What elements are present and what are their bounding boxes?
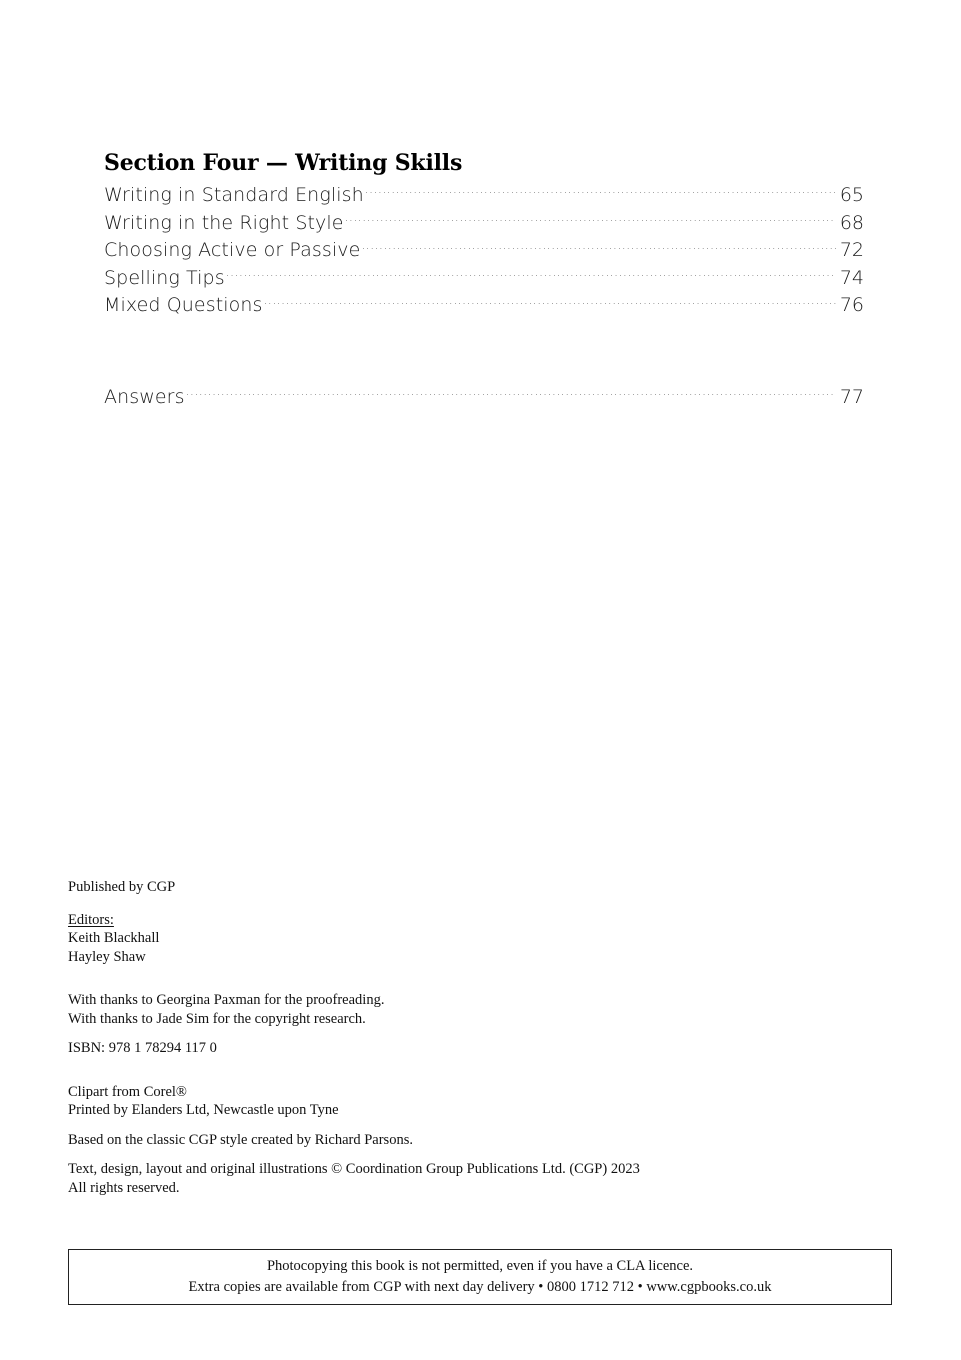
list-item[interactable] bbox=[104, 265, 864, 293]
toc-entry-label: Answers bbox=[104, 386, 185, 408]
published-by: Published by CGP bbox=[68, 879, 176, 895]
list-item[interactable] bbox=[104, 292, 864, 320]
notice-line-1: Photocopying this book is not permitted, even if you have a CLA licence. bbox=[266, 1257, 694, 1274]
thanks-line: With thanks to Jade Sim for the copyright research. bbox=[68, 1010, 366, 1027]
toc-entry-label: Choosing Active or Passive bbox=[104, 239, 361, 262]
editors-heading: Editors: bbox=[68, 911, 114, 928]
toc-leader-dots bbox=[186, 384, 836, 403]
toc-entry-label: Writing in Standard English bbox=[104, 184, 364, 206]
toc-leader-dots bbox=[365, 182, 836, 201]
thanks-line: With thanks to Georgina Paxman for the proofreading. bbox=[68, 992, 385, 1009]
list-item[interactable] bbox=[104, 182, 864, 210]
toc-leader-dots bbox=[226, 265, 836, 284]
list-item[interactable] bbox=[104, 237, 864, 265]
page-title: Section Four — Writing Skills bbox=[104, 150, 463, 176]
clipart-credit: Clipart from Corel® bbox=[68, 1083, 187, 1100]
toc-entry-page: 76 bbox=[839, 294, 864, 317]
imprint-block bbox=[68, 878, 888, 1198]
toc-entry-label: Mixed Questions bbox=[104, 294, 263, 317]
toc-list bbox=[104, 182, 864, 320]
toc-answers-row[interactable] bbox=[104, 384, 864, 412]
toc-entry-page: 72 bbox=[839, 239, 864, 262]
isbn: ISBN: 978 1 78294 117 0 bbox=[68, 1040, 217, 1057]
photocopying-notice bbox=[68, 1249, 892, 1305]
editor-name: Keith Blackhall bbox=[68, 930, 160, 947]
toc-entry-page: 68 bbox=[839, 211, 864, 234]
notice-line-2: Extra copies are available from CGP with next day delivery • 0800 1712 712 • www.cgpbooks.co.uk bbox=[188, 1279, 772, 1295]
printed-by: Printed by Elanders Ltd, Newcastle upon Tyne bbox=[68, 1102, 339, 1119]
toc-leader-dots bbox=[361, 237, 836, 256]
toc-entry-page: 74 bbox=[839, 266, 864, 289]
toc-entry-label: Writing in the Right Style bbox=[104, 211, 344, 234]
rights-line: All rights reserved. bbox=[68, 1180, 180, 1197]
toc-entry-label: Spelling Tips bbox=[104, 266, 225, 289]
toc-leader-dots bbox=[345, 210, 836, 229]
toc-entry-page: 65 bbox=[839, 184, 864, 206]
toc-leader-dots bbox=[264, 292, 836, 311]
editor-name: Hayley Shaw bbox=[68, 948, 146, 965]
toc-entry-page: 77 bbox=[839, 386, 864, 408]
contents-section bbox=[104, 150, 864, 320]
list-item[interactable] bbox=[104, 210, 864, 238]
copyright-line: Text, design, layout and original illustrations © Coordination Group Publications Ltd. (CGP) 2023 bbox=[68, 1161, 640, 1178]
style-credit: Based on the classic CGP style created by Richard Parsons. bbox=[68, 1131, 413, 1148]
